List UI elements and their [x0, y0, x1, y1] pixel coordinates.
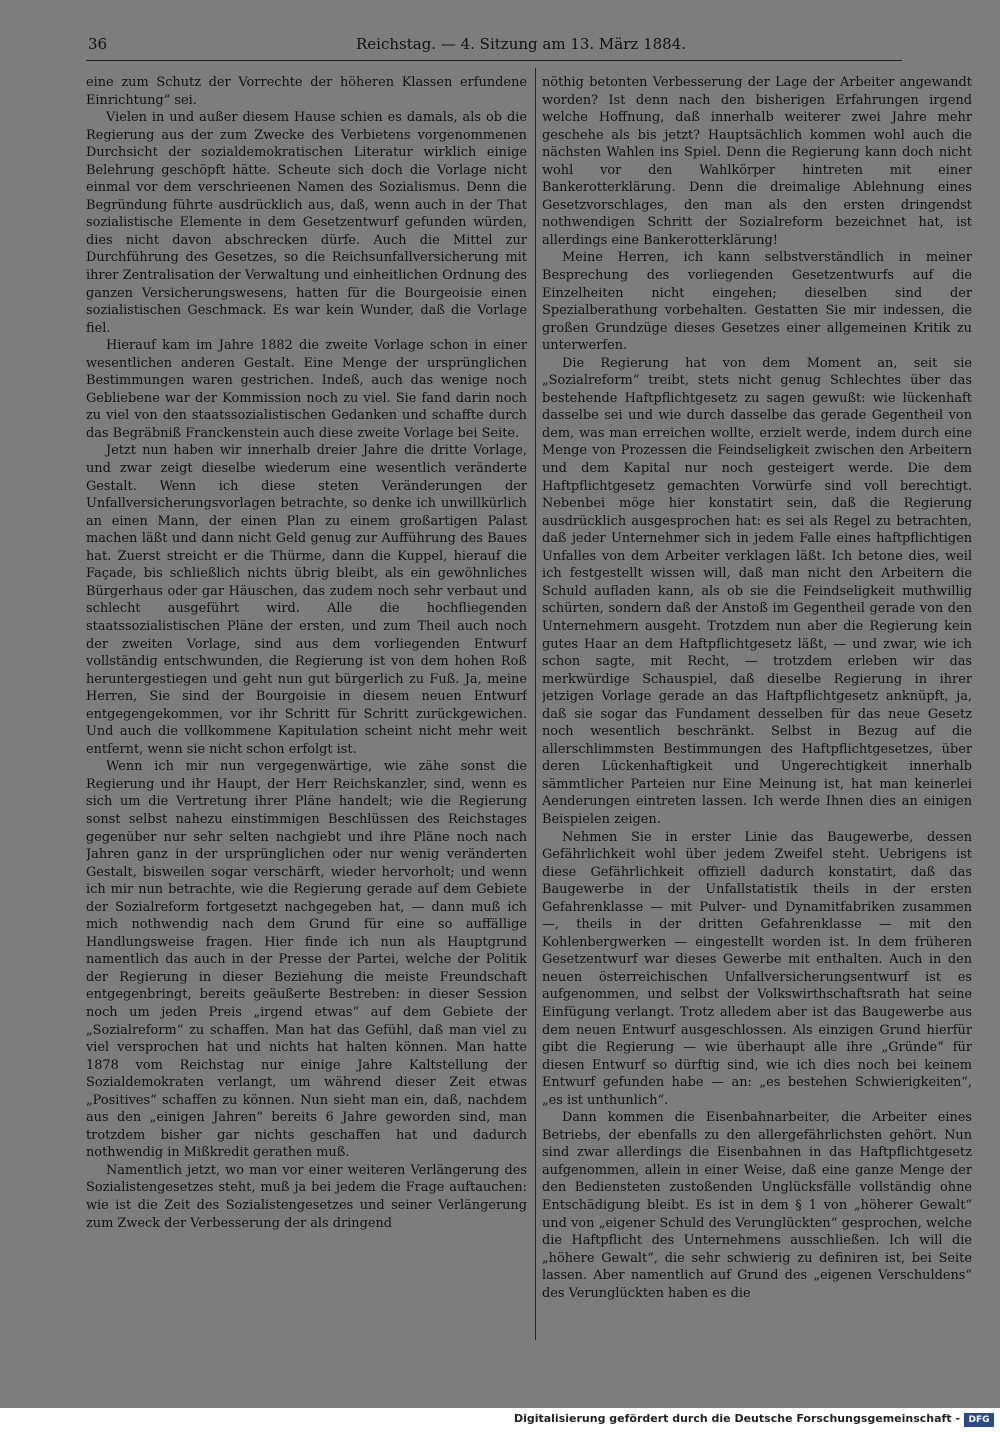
page-number: 36: [88, 35, 108, 53]
paragraph: Namentlich jetzt, wo man vor einer weiteren Verlängerung des Sozialistengesetzes steht, muß ja bei jedem die Frage auftauchen: wie ist die Zeit des Sozialistengesetzes und seiner Verlängerung zum Zweck der Verbesserung der als dringend: [86, 1162, 527, 1231]
paragraph: Hierauf kam im Jahre 1882 die zweite Vorlage schon in einer wesentlichen anderen Gestalt. Eine Menge der ursprünglichen Bestimmungen waren gestrichen. Indeß, auch das wenige noch Gebliebene war der Kommission noch zu viel. Sie fand darin noch zu viel von den staatssozialistischen Gedanken und schaffte durch das Begräbniß Franckenstein auch diese zweite Vorlage bei Seite.: [86, 338, 527, 441]
left-column: [86, 74, 527, 1340]
dfg-logo: DFG: [964, 1413, 994, 1427]
right-column: [542, 74, 972, 1340]
footer: [0, 1408, 1000, 1432]
paragraph: Die Regierung hat von dem Moment an, seit sie „Sozialreform“ treibt, stets nicht genug Schlechtes über das bestehende Haftpflichtgesetz zu sagen gewußt: wie lückenhaft dasselbe sei und wie durch dasselbe das gerade Gegentheil von dem, was man erreichen wollte, erzielt werde, indem durch eine Menge von Prozessen die Feindseligkeit zwischen den Arbeitern und dem Kapital nur noch gesteigert werde. Die dem Haftpflichtgesetz gemachten Vorwürfe sind voll berechtigt. Nebenbei möge hier konstatirt sein, daß die Regierung ausdrücklich ausgesprochen hat: es sei als Regel zu betrachten, daß jeder Unternehmer sich in jedem Falle eines haftpflichtigen Unfalles von dem Arbeiter verklagen läßt. Ich betone dies, weil ich festgestellt wissen will, daß man nicht den Arbeitern die Schuld aufladen kann, als ob sie die Feindseligkeit muthwillig schürten, sondern daß der Anstoß im Gegentheil gerade von den Unternehmern ausgeht. Trotzdem nun aber die Regierung kein gutes Haar an dem Haftpflichtgesetz läßt, — und zwar, wie ich schon sagte, mit Recht, — trotzdem erleben wir das merkwürdige Schauspiel, daß dieselbe Regierung in ihrer jetzigen Vorlage gerade an das Haftpflichtgesetz anknüpft, ja, daß sie sogar das Fundament desselben für das neue Gesetz noch wesentlich beschränkt. Selbst in Bezug auf die allerschlimmsten Bestimmungen des Haftpflichtgesetzes, über deren Lückenhaftigkeit und Ungerechtigkeit innerhalb sämmtlicher Parteien nur Eine Meinung ist, hat man keinerlei Aenderungen eintreten lassen. Ich werde Ihnen dies an einigen Beispielen zeigen.: [542, 355, 972, 827]
page-title: Reichstag. — 4. Sitzung am 13. März 1884.: [356, 35, 687, 53]
paragraph: nöthig betonten Verbesserung der Lage der Arbeiter angewandt worden? Ist denn nach den bisherigen Erfahrungen irgend welche Hoffnung, daß innerhalb weiterer zwei Jahre mehr geschehe als bis jetzt? Hauptsächlich kommen wohl auch die nächsten Wahlen ins Spiel. Denn die Regierung kann doch nicht wohl vor den Wahlkörper hintreten mit einer Bankerotterklärung. Denn die dreimalige Ablehnung eines Gesetzvorschlages, den man als den ersten dringendst nothwendigen Schritt der Sozialreform bezeichnet hat, ist allerdings eine Bankerotterklärung!: [542, 75, 972, 248]
paragraph: Jetzt nun haben wir innerhalb dreier Jahre die dritte Vorlage, und zwar zeigt dieselbe wiederum eine wesentlich veränderte Gestalt. Wenn ich diese steten Veränderungen der Unfallversicherungsvorlagen betrachte, so denke ich unwillkürlich an einen Mann, der einen Plan zu einem großartigen Palast machen läßt und dann nicht Geld genug zur Aufführung des Baues hat. Zuerst streicht er die Thürme, dann die Kuppel, hierauf die Façade, bis schließlich nichts übrig bleibt, als ein gewöhnliches Bürgerhaus oder gar Häuschen, das zudem noch sehr verbaut und schlecht ausgeführt wird. Alle die hochfliegenden staatssozialistischen Pläne der ersten, und zum Theil auch noch der zweiten Vorlage, sind aus dem vorliegenden Entwurf vollständig entschwunden, die Regierung ist von dem hohen Roß heruntergestiegen und geht nun gut bürgerlich zu Fuß. Ja, meine Herren, Sie sind der Bourgoisie in diesem neuen Entwurf entgegengekommen, vor ihr Schritt für Schritt zurückgewichen. Und auch die vollkommene Kapitulation scheint nicht mehr weit entfernt, wenn sie nicht schon erfolgt ist.: [86, 443, 527, 757]
paragraph: Meine Herren, ich kann selbstverständlich in meiner Besprechung des vorliegenden Gesetzentwurfs auf die Einzelheiten nicht eingehen; dieselben sind der Spezialberathung vorbehalten. Gestatten Sie mir indessen, die großen Grundzüge dieses Gesetzes einer allgemeinen Kritik zu unterwerfen.: [542, 250, 972, 354]
paragraph: Nehmen Sie in erster Linie das Baugewerbe, dessen Gefährlichkeit wohl über jedem Zweifel steht. Uebrigens ist diese Gefährlichkeit offiziell dadurch konstatirt, daß das Baugewerbe in der Unfallstatistik theils in der ersten Gefahrenklasse — mit Pulver- und Dynamitfabriken zusammen —, theils in der dritten Gefahrenklasse — mit den Kohlenbergwerken — eingestellt worden ist. In dem früheren Gesetzentwurf war dieses Gewerbe mit enthalten. Auch in den neuen österreichischen Unfallversicherungsentwurf ist es aufgenommen, und selbst der Volkswirthschaftsrath hat seine Einfügung verlangt. Trotz alledem aber ist das Baugewerbe aus dem neuen Entwurf ausgeschlossen. Als einzigen Grund hierfür gibt die Regierung — wie überhaupt alle ihre „Gründe“ für diesen Entwurf so dürftig sind, wie ich dies noch bei keinem Entwurf gefunden habe — an: „es bestehen Schwierigkeiten“, „es ist unthunlich“.: [542, 829, 972, 1108]
header-rule: [86, 60, 902, 61]
paragraph: eine zum Schutz der Vorrechte der höheren Klassen erfundene Einrichtung“ sei.: [86, 75, 527, 108]
paragraph: Wenn ich mir nun vergegenwärtige, wie zähe sonst die Regierung und ihr Haupt, der Herr Reichskanzler, sind, wenn es sich um die Vertretung ihrer Pläne handelt; wie die Regierung sonst selbst nahezu einstimmigen Beschlüssen des Reichstages gegenüber nur sehr selten nachgiebt und ihre Pläne noch nach Jahren ganz in der ursprünglichen oder nur wenig veränderten Gestalt, bisweilen sogar verschärft, wieder hervorholt; und wenn ich mir nun betrachte, wie die Regierung gerade auf dem Gebiete der Sozialreform fortgesetzt nachgegeben hat, — dann muß ich mich nothwendig nach dem Grund für eine so auffällige Handlungsweise fragen. Hier finde ich nun als Hauptgrund namentlich das auch in der Presse der Partei, welche der Politik der Regierung in dieser Beziehung die meiste Freundschaft entgegenbringt, bereits geäußerte Bestreben: in dieser Session noch um jeden Preis „irgend etwas“ auf dem Gebiete der „Sozialreform“ zu schaffen. Man hat das Gefühl, daß man viel zu viel versprochen hat und nichts hat halten können. Man hatte 1878 vom Reichstag nur einige Jahre Kaltstellung der Sozialdemokraten verlangt, um während dieser Zeit etwas „Positives“ schaffen zu können. Nun sieht man ein, daß, nachdem aus den „einigen Jahren“ bereits 6 Jahre geworden sind, man trotzdem bisher gar nichts geschaffen hat und dadurch nothwendig in Mißkredit gerathen muß.: [86, 759, 527, 1161]
paragraph: Dann kommen die Eisenbahnarbeiter, die Arbeiter eines Betriebs, der ebenfalls zu den allergefährlichsten gehört. Nun sind zwar allerdings die Eisenbahnen in das Haftpflichtgesetz aufgenommen, allein in einer Weise, daß eine ganze Menge der den Bediensteten zustoßenden Unglücksfälle vollständig ohne Entschädigung bleibt. Es ist in dem § 1 von „höherer Gewalt“ und von „eigener Schuld des Verunglückten“ gesprochen, welche die Haftpflicht des Unternehmens ausschließen. Ich will die „höhere Gewalt“, die sehr schwierig zu definiren ist, bei Seite lassen. Aber namentlich auf Grund des „eigenen Verschuldens“ des Verunglückten haben es die: [542, 1110, 972, 1301]
paragraph: Vielen in und außer diesem Hause schien es damals, als ob die Regierung aus der zum Zwecke des Verbietens vorgenommenen Durchsicht der sozialdemokratischen Literatur wirklich einige Belehrung geschöpft hätte. Scheute sich doch die Vorlage nicht einmal vor dem verschrieenen Namen des Sozialismus. Denn die Begründung führte ausdrücklich aus, daß, wenn auch in der That sozialistische Elemente in dem Gesetzentwurf gefunden würden, dies nicht davon abschrecken dürfe. Auch die Mittel zur Durchführung des Gesetzes, so die Reichsunfallversicherung mit ihrer Zentralisation der Verwaltung und einheitlichen Ordnung des ganzen Versicherungswesens, hatten für die Bourgeoisie einen sozialistischen Geschmack. Es war kein Wunder, daß die Vorlage fiel.: [86, 110, 527, 336]
footer-credit: Digitalisierung gefördert durch die Deutsche Forschungsgemeinschaft -: [513, 1412, 960, 1425]
column-divider: [535, 68, 536, 1340]
page-header: [88, 33, 900, 59]
